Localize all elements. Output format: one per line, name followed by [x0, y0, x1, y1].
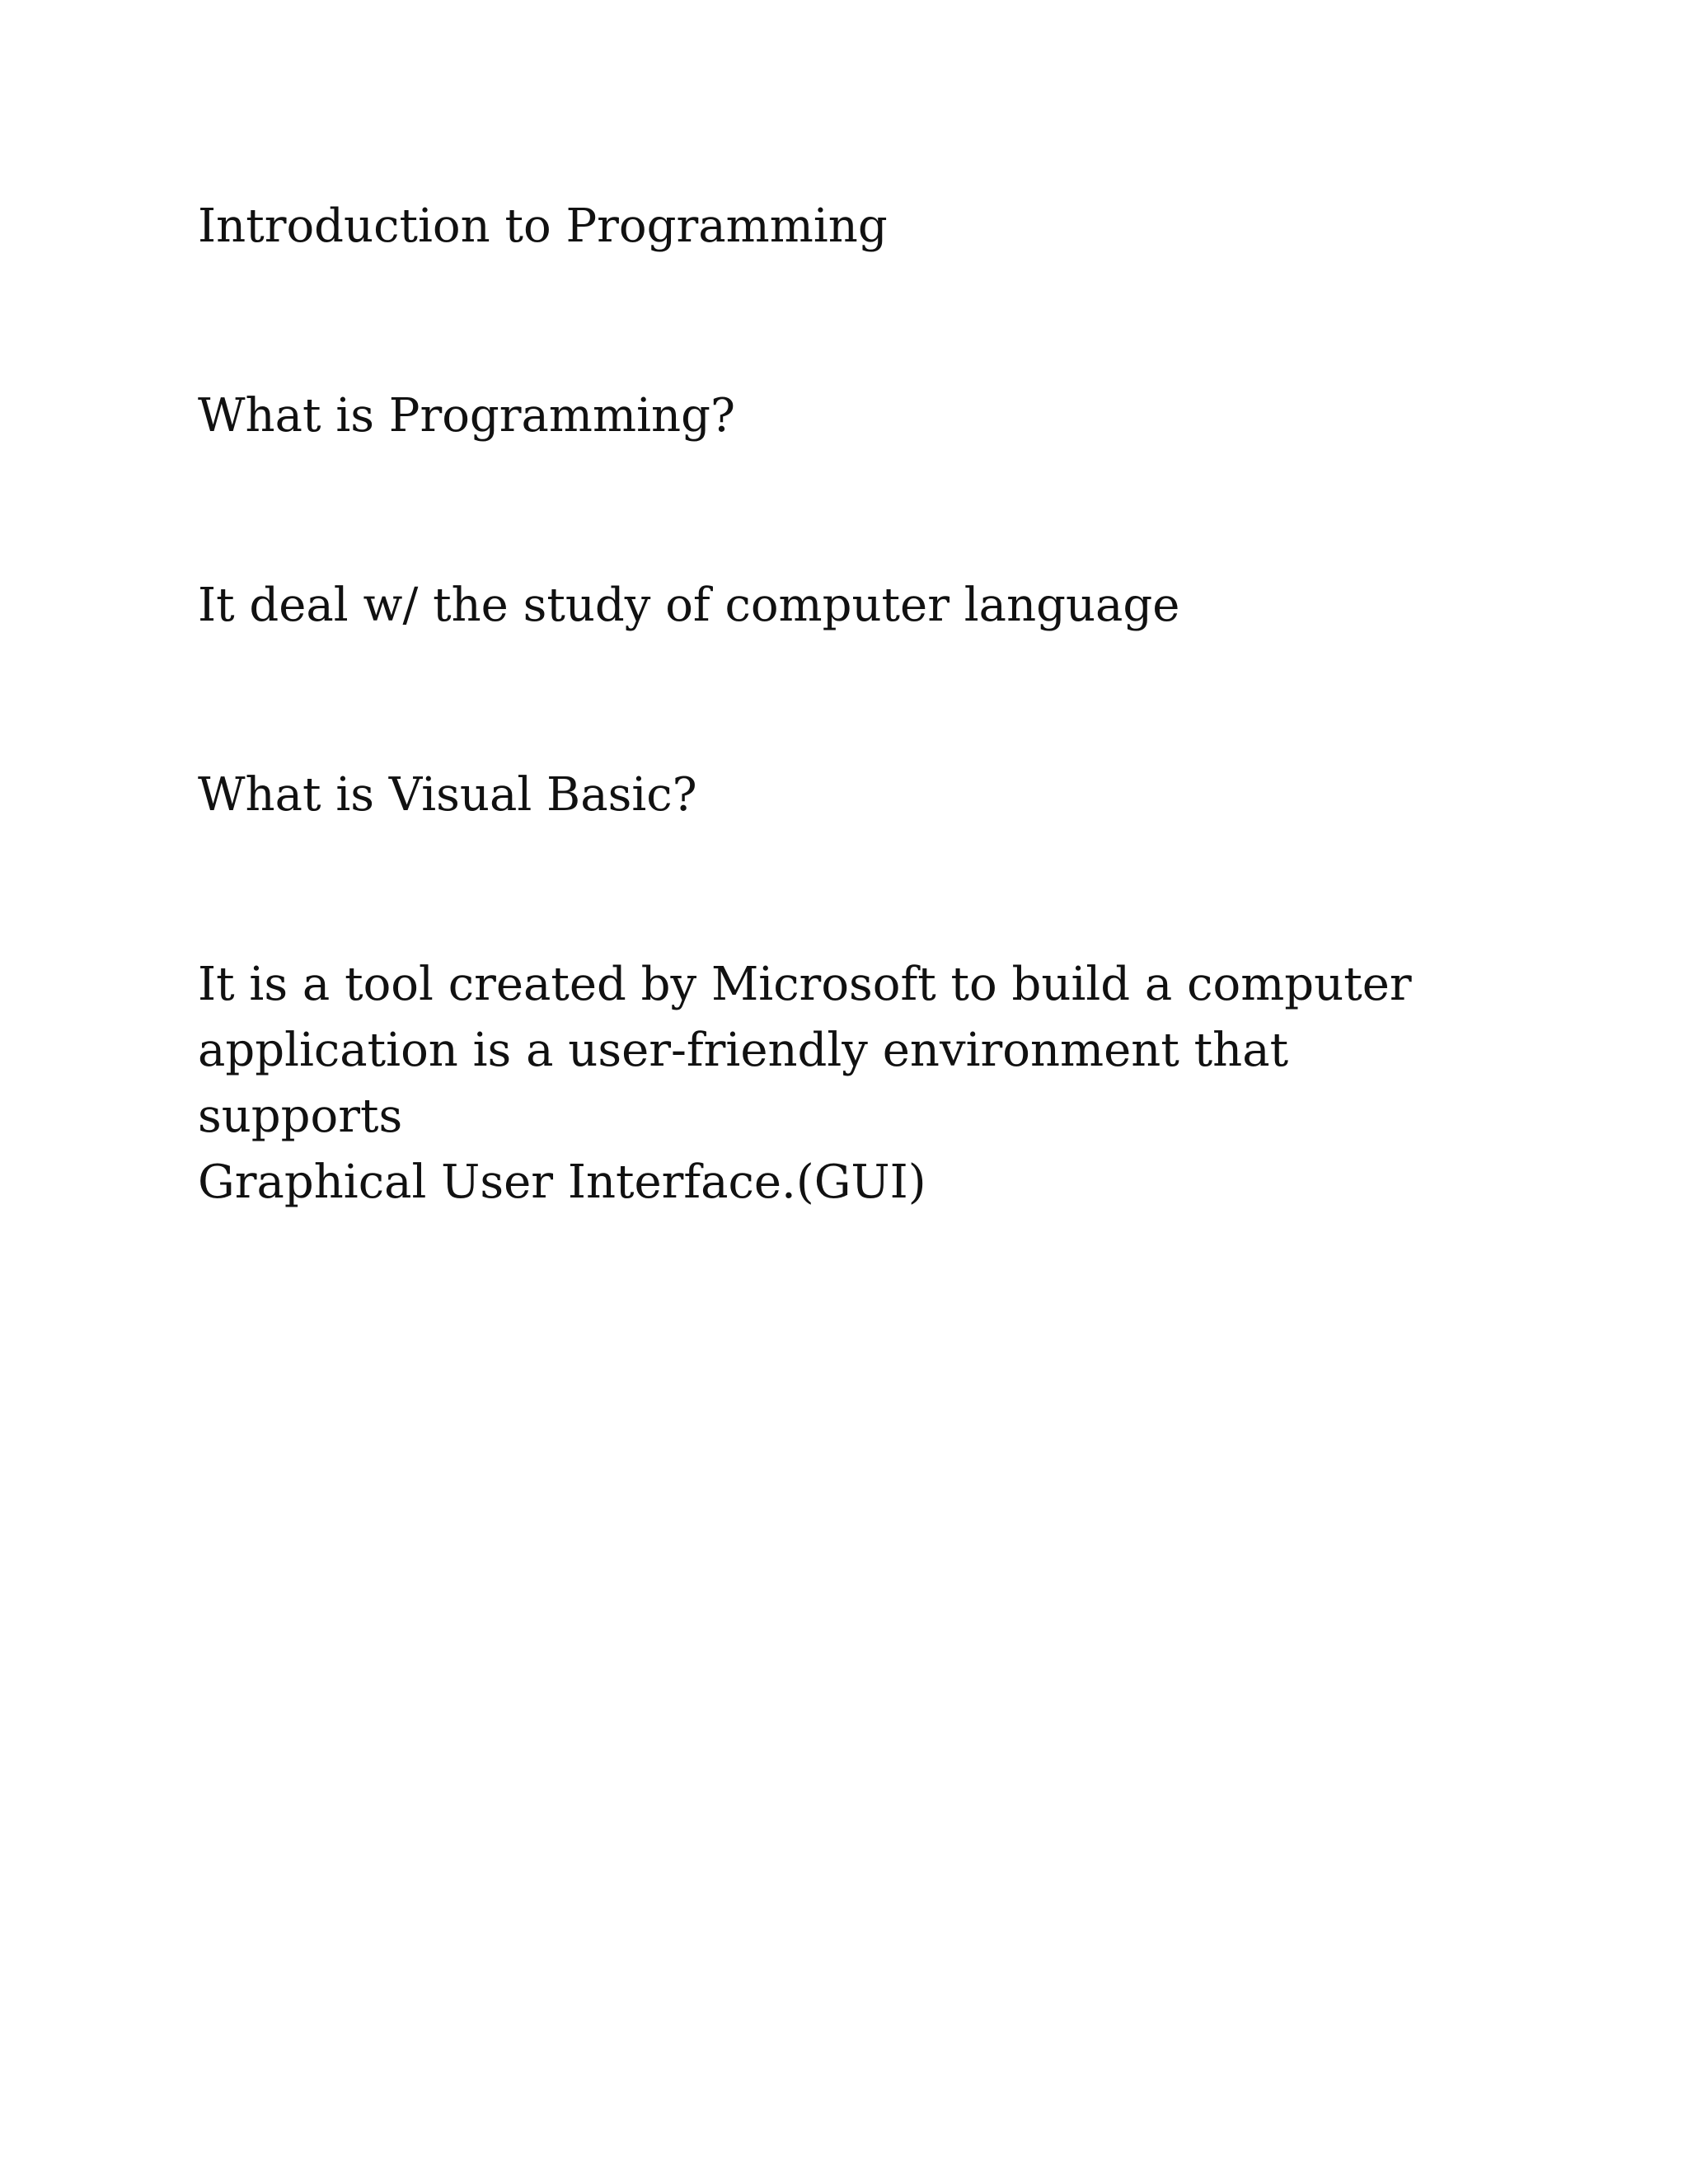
question-programming: What is Programming?	[198, 389, 735, 443]
document-title: Introduction to Programming	[198, 199, 888, 253]
answer-visual-basic: It is a tool created by Microsoft to build a computer application is a user-friendly environment that supports Graphical User Interface.(GUI)	[198, 958, 1412, 1209]
question-visual-basic: What is Visual Basic?	[198, 768, 697, 822]
answer-programming: It deal w/ the study of computer language	[198, 579, 1180, 632]
